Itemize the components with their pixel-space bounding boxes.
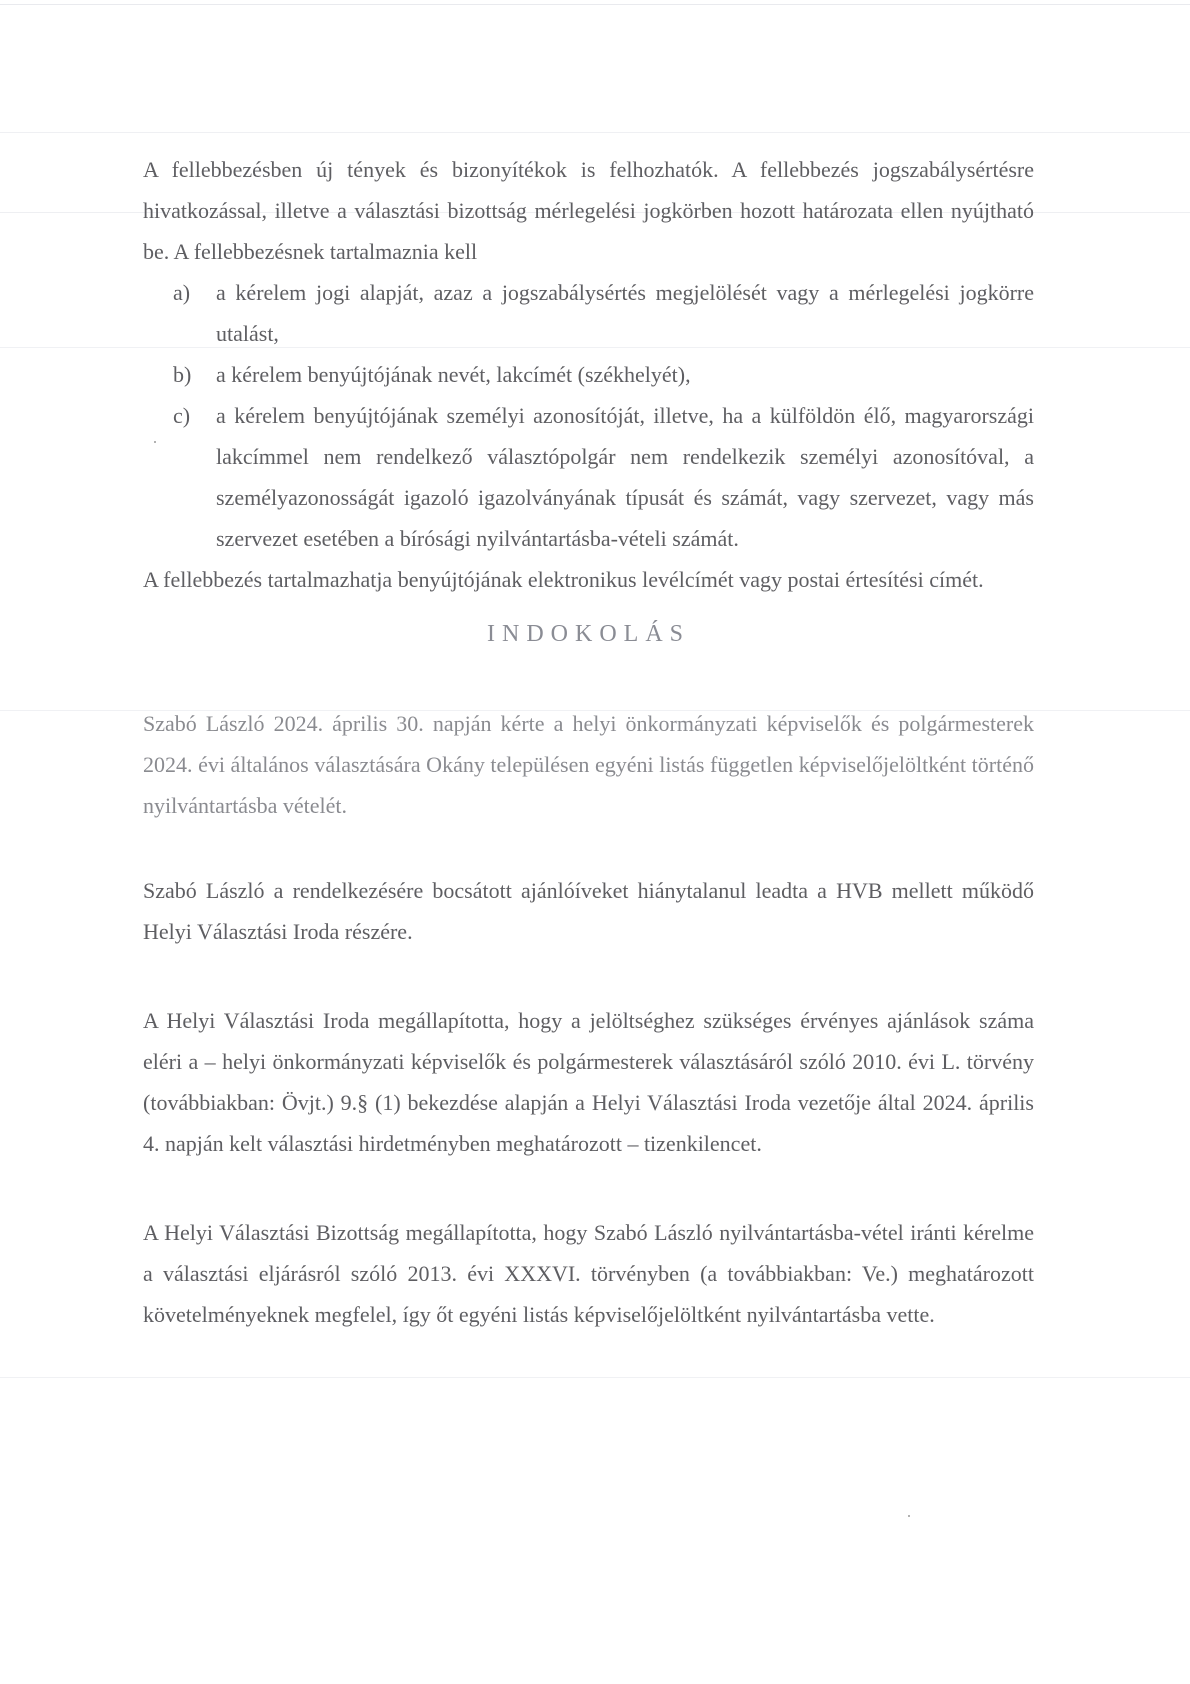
list-item — [143, 354, 1034, 395]
list-marker: c) — [173, 403, 191, 428]
list-item — [143, 272, 1034, 354]
paragraph-spacer — [143, 826, 1034, 870]
reasoning-paragraph: A Helyi Választási Bizottság megállapította, hogy Szabó László nyilvántartásba-vétel iránti kérelme a választási eljárásról szóló 2013. évi XXXVI. törvényben (a továbbiakban: Ve.) meghatározott követelményeknek megfelel, így őt egyéni listás képviselőjelöltként nyilvántartásba vette. — [143, 1220, 1034, 1327]
reasoning-paragraph: Szabó László a rendelkezésére bocsátott ajánlóíveket hiánytalanul leadta a HVB mellett működő Helyi Választási Iroda részére. — [143, 878, 1034, 944]
appeal-requirements-list — [143, 272, 1034, 559]
list-item-text: a kérelem benyújtójának nevét, lakcímét (székhelyét), — [216, 362, 691, 387]
list-item-text: a kérelem benyújtójának személyi azonosítóját, illetve, ha a külföldön élő, magyarországi lakcímmel nem rendelkező választópolgár nem rendelkezik személyi azonosítóval, a személyazonosságát igazoló igazolványának típusát és számát, vagy szervezet, vagy más szervezet esetében a bírósági nyilvántartásba-vételi számát. — [216, 403, 1034, 551]
appeal-closing-paragraph: A fellebbezés tartalmazhatja benyújtójának elektronikus levélcímét vagy postai értesítési címét. — [143, 567, 984, 592]
list-item — [143, 395, 1034, 559]
paragraph-spacer — [143, 1164, 1034, 1212]
section-heading: INDOKOLÁS — [487, 621, 690, 647]
scan-speck — [908, 1515, 910, 1517]
list-item-text: a kérelem jogi alapját, azaz a jogszabálysértés megjelölését vagy a mérlegelési jogkörre utalást, — [216, 280, 1034, 346]
reasoning-paragraph: A Helyi Választási Iroda megállapította, hogy a jelöltséghez szükséges érvényes ajánlások száma eléri a – helyi önkormányzati képviselők és polgármesterek választásáról szóló 2010. évi L. törvény (továbbiakban: Övjt.) 9.§ (1) bekezdése alapján a Helyi Választási Iroda vezetője által 2024. április 4. napján kelt választási hirdetményben meghatározott – tizenkilencet. — [143, 1008, 1034, 1156]
appeal-intro-paragraph: A fellebbezésben új tények és bizonyítékok is felhozhatók. A fellebbezés jogszabálysértésre hivatkozással, illetve a választási bizottság mérlegelési jogkörben hozott határozata ellen nyújtható be. A fellebbezésnek tartalmaznia kell — [143, 157, 1034, 264]
list-marker: a) — [173, 280, 191, 305]
scan-artifact-line — [0, 1377, 1190, 1378]
paragraph-spacer — [143, 952, 1034, 1000]
scan-artifact-line — [0, 4, 1190, 5]
document-body — [143, 149, 1034, 1335]
list-marker: b) — [173, 362, 192, 387]
scan-artifact-line — [0, 132, 1190, 133]
reasoning-paragraph: Szabó László 2024. április 30. napján kérte a helyi önkormányzati képviselők és polgármesterek 2024. évi általános választására Okány településen egyéni listás független képviselőjelöltként történő nyilvántartásba vételét. — [143, 711, 1034, 818]
